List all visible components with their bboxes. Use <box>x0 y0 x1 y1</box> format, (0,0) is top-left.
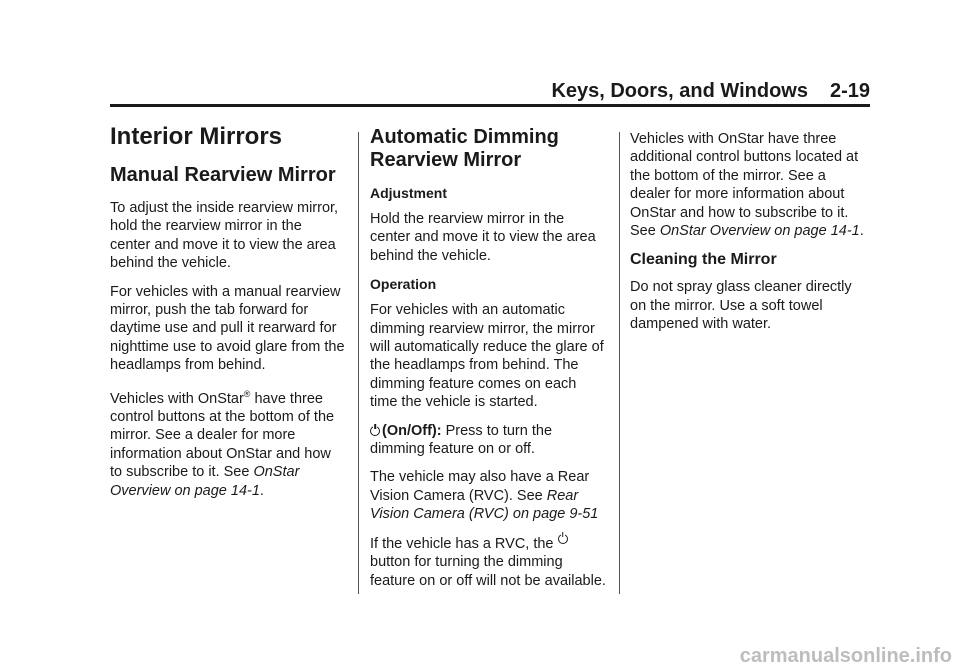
auto-dimming-heading: Automatic Dimming Rearview Mirror <box>370 126 559 171</box>
text: . <box>859 223 864 240</box>
cross-reference-link[interactable]: OnStar Overview on page 14-1 <box>659 223 860 240</box>
on-off-label: (On/Off): <box>382 422 442 439</box>
page-header <box>110 80 870 103</box>
page-number: 2-19 <box>829 80 870 102</box>
column-divider-1 <box>358 132 359 594</box>
text: Vehicles with OnStar have three additional control buttons located at the bottom of the mirror. See a dealer for more information about OnStar and how to subscribe to it. See <box>630 131 859 240</box>
watermark: carmanualsonline.info <box>739 645 952 667</box>
paragraph: Do not spray glass cleaner directly on the mirror. Use a soft towel dampened with water. <box>630 279 852 333</box>
adjustment-subheading: Adjustment <box>370 185 447 201</box>
power-icon <box>370 426 380 436</box>
registered-mark: ® <box>243 388 251 399</box>
paragraph: To adjust the inside rearview mirror, hold the rearview mirror in the center and move it to view the area behind the vehicle. <box>110 200 339 272</box>
text: button for turning the dimming feature on or off will not be available. <box>370 554 606 589</box>
column-3 <box>630 130 868 344</box>
paragraph <box>370 422 606 459</box>
paragraph <box>370 468 606 523</box>
text: Press to turn the dimming feature on or off. <box>370 422 553 458</box>
operation-subheading: Operation <box>370 276 437 293</box>
power-icon <box>558 534 568 544</box>
cross-reference-link[interactable]: Rear Vision Camera (RVC) on page 9-51 <box>370 487 599 523</box>
paragraph: For vehicles with a manual rearview mirror, push the tab forward for daytime use and pull it rearward for nighttime use to avoid glare from the headlamps from behind. <box>110 283 345 374</box>
paragraph <box>370 534 606 590</box>
section-title: Keys, Doors, and Windows <box>551 80 808 102</box>
paragraph: Hold the rearview mirror in the center and move it to view the area behind the vehicle. <box>370 211 596 264</box>
text: The vehicle may also have a Rear Vision Camera (RVC). See <box>370 469 590 504</box>
cross-reference-link[interactable]: OnStar Overview on page 14-1 <box>110 464 300 499</box>
text: If the vehicle has a RVC, the <box>370 535 554 552</box>
manual-mirror-heading: Manual Rearview Mirror <box>110 164 336 186</box>
paragraph <box>630 130 868 240</box>
text: . <box>259 482 264 499</box>
section-heading: Interior Mirrors <box>110 123 283 150</box>
column-2 <box>370 126 606 600</box>
paragraph <box>110 385 346 500</box>
column-divider-2 <box>619 132 620 594</box>
text: Vehicles with OnStar <box>110 390 244 407</box>
column-1 <box>110 122 346 510</box>
text: have three control buttons at the bottom of the mirror. See a dealer for more information about OnStar and how to subscribe to it. See <box>110 390 335 481</box>
header-rule <box>110 104 870 107</box>
paragraph: For vehicles with an automatic dimming rearview mirror, the mirror will automatically reduce the glare of the headlamps from behind. The dimming feature comes on each time the vehicle is started. <box>370 302 604 411</box>
cleaning-heading: Cleaning the Mirror <box>630 251 777 269</box>
